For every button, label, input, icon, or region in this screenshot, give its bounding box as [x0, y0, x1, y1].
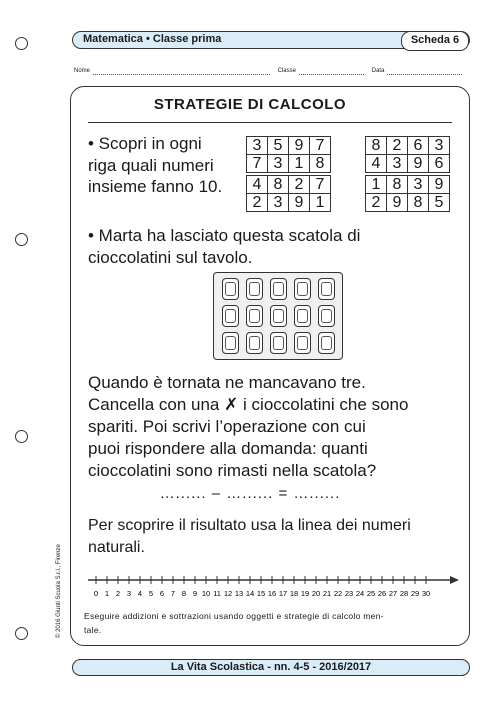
number-line [88, 574, 460, 606]
header-bar [72, 31, 470, 49]
grid-cell[interactable]: 3 [429, 137, 450, 155]
binder-hole [15, 233, 28, 246]
binder-hole [15, 37, 28, 50]
tick-label: 13 [234, 589, 244, 598]
chocolate[interactable] [294, 305, 311, 327]
grid-cell[interactable]: 8 [366, 137, 387, 155]
chocolate[interactable] [294, 332, 311, 354]
chocolate[interactable] [246, 332, 263, 354]
tick-label: 16 [267, 589, 277, 598]
chocolate-pattern [225, 336, 236, 350]
tick-label: 30 [421, 589, 431, 598]
chocolate-pattern [321, 336, 332, 350]
grid-cell[interactable]: 3 [268, 155, 289, 173]
grid-cell[interactable]: 3 [408, 176, 429, 194]
chocolate[interactable] [222, 332, 239, 354]
tick-label: 0 [93, 589, 99, 598]
grid-cell[interactable]: 5 [268, 137, 289, 155]
tick-label: 7 [170, 589, 176, 598]
grid-cell[interactable]: 1 [310, 194, 331, 212]
grid-cell[interactable]: 7 [310, 176, 331, 194]
grid-cell[interactable]: 3 [247, 137, 268, 155]
chocolate-pattern [273, 282, 284, 296]
grid-cell[interactable]: 2 [289, 176, 310, 194]
tick-label: 19 [300, 589, 310, 598]
date-label: Data [371, 68, 385, 74]
tick-label: 3 [126, 589, 132, 598]
tick-label: 17 [278, 589, 288, 598]
tick-label: 8 [181, 589, 187, 598]
grid-cell[interactable]: 2 [366, 194, 387, 212]
number-grid-left [246, 136, 331, 212]
grid-cell[interactable]: 8 [268, 176, 289, 194]
chocolate[interactable] [270, 305, 287, 327]
chocolate[interactable] [270, 278, 287, 300]
chocolate[interactable] [246, 305, 263, 327]
tick-label: 20 [311, 589, 321, 598]
tick-label: 11 [213, 589, 221, 598]
grid-cell[interactable]: 9 [289, 194, 310, 212]
chocolate-pattern [249, 336, 260, 350]
chocolate[interactable] [222, 278, 239, 300]
title-divider [88, 122, 452, 123]
binder-hole [15, 627, 28, 640]
grid-cell[interactable]: 1 [289, 155, 310, 173]
binder-hole [15, 430, 28, 443]
class-label: Classe [277, 68, 296, 74]
exercise1-text: • Scopri in ogni riga quali numeri insieme fanno 10. [88, 134, 223, 196]
tick-label: 9 [192, 589, 198, 598]
exercise2-text: • Marta ha lasciato questa scatola di cioccolatini sul tavolo. [88, 226, 361, 267]
tick-label: 15 [256, 589, 266, 598]
chocolate-pattern [225, 309, 236, 323]
tick-label: 5 [148, 589, 154, 598]
chocolate[interactable] [318, 332, 335, 354]
grid-cell[interactable]: 9 [429, 176, 450, 194]
grid-cell[interactable]: 9 [408, 155, 429, 173]
tick-label: 26 [377, 589, 387, 598]
grid-cell[interactable]: 9 [289, 137, 310, 155]
exercise4-text: Per scoprire il risultato usa la linea dei numeri naturali. [88, 517, 411, 556]
chocolate[interactable] [222, 305, 239, 327]
grid-cell[interactable]: 5 [429, 194, 450, 212]
grid-cell[interactable]: 2 [247, 194, 268, 212]
tick-label: 4 [137, 589, 143, 598]
grid-cell[interactable]: 8 [310, 155, 331, 173]
number-grid-right [365, 136, 450, 212]
equation-blank[interactable]: …...... – …...... = …...... [159, 485, 341, 502]
class-field[interactable] [299, 68, 364, 75]
tick-label: 1 [104, 589, 110, 598]
chocolate[interactable] [318, 278, 335, 300]
chocolate-pattern [297, 309, 308, 323]
name-label: Nome [74, 68, 91, 74]
tick-label: 23 [344, 589, 354, 598]
chocolate-pattern [321, 309, 332, 323]
grid-cell[interactable]: 7 [310, 137, 331, 155]
grid-cell[interactable]: 2 [387, 137, 408, 155]
sheet-label: Scheda 6 [401, 31, 469, 51]
tick-label: 14 [245, 589, 255, 598]
copyright-text: © 2016 Giunti Scuola S.r.l., Firenze [56, 544, 62, 638]
footer-bar: La Vita Scolastica - nn. 4-5 - 2016/2017 [72, 659, 470, 676]
chocolate[interactable] [270, 332, 287, 354]
tick-label: 10 [201, 589, 211, 598]
tick-label: 2 [115, 589, 121, 598]
tick-label: 18 [289, 589, 299, 598]
grid-cell[interactable]: 1 [366, 176, 387, 194]
chocolate-pattern [225, 282, 236, 296]
chocolate-pattern [321, 282, 332, 296]
chocolate-pattern [273, 336, 284, 350]
worksheet-title: STRATEGIE DI CALCOLO [153, 96, 347, 113]
chocolate-box [213, 272, 343, 360]
name-fields [74, 68, 470, 75]
arrow-head-icon [450, 576, 459, 584]
chocolate-pattern [249, 309, 260, 323]
exercise3-text: Quando è tornata ne mancavano tre. Cancella con una ✗ i cioccolatini che sono spariti. Poi scrivi l’operazione con cui puoi rispondere alla domanda: quanti cioccolatini sono rimasti nella scatola? [88, 373, 409, 480]
grid-cell[interactable]: 8 [408, 194, 429, 212]
grid-cell[interactable]: 7 [247, 155, 268, 173]
grid-cell[interactable]: 6 [408, 137, 429, 155]
chocolate[interactable] [318, 305, 335, 327]
chocolate-pattern [297, 336, 308, 350]
grid-cell[interactable]: 4 [366, 155, 387, 173]
tick-label: 6 [159, 589, 165, 598]
tick-label: 24 [355, 589, 365, 598]
grid-cell[interactable]: 3 [387, 155, 408, 173]
chocolate-pattern [249, 282, 260, 296]
tick-label: 12 [223, 589, 233, 598]
tick-label: 22 [333, 589, 343, 598]
date-field[interactable] [387, 68, 462, 75]
tick-label: 29 [410, 589, 420, 598]
chocolate[interactable] [294, 278, 311, 300]
tick-label: 28 [399, 589, 409, 598]
grid-cell[interactable]: 9 [387, 194, 408, 212]
subject-label: Matematica • Classe prima [83, 33, 222, 45]
tick-label: 25 [366, 589, 376, 598]
chocolate-pattern [273, 309, 284, 323]
chocolate-pattern [297, 282, 308, 296]
grid-cell[interactable]: 4 [247, 176, 268, 194]
grid-cell[interactable]: 6 [429, 155, 450, 173]
grid-cell[interactable]: 3 [268, 194, 289, 212]
tick-label: 27 [388, 589, 398, 598]
tick-label: 21 [322, 589, 332, 598]
chocolate[interactable] [246, 278, 263, 300]
name-field[interactable] [93, 68, 270, 75]
teacher-note: Eseguire addizioni e sottrazioni usando oggetti e strategie di calcolo men- tale. [84, 611, 384, 635]
grid-cell[interactable]: 8 [387, 176, 408, 194]
